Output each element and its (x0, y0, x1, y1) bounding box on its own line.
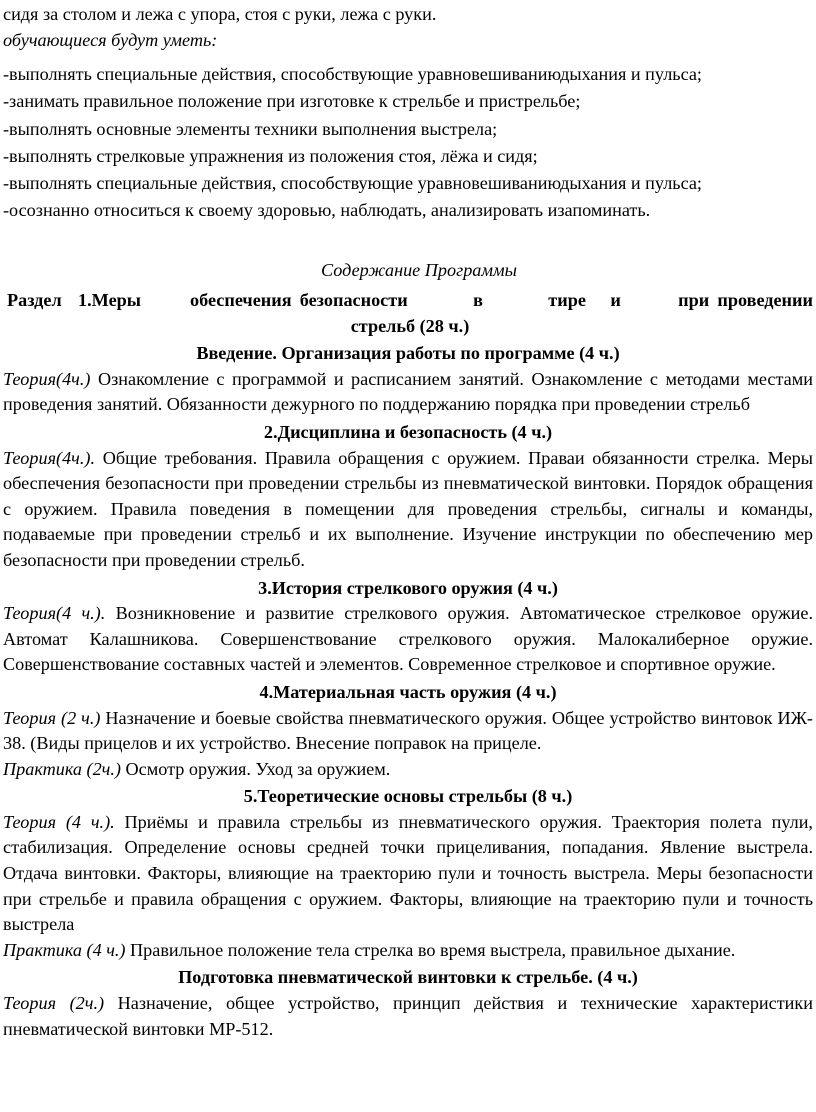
paragraph-label: Практика (2ч.) (3, 758, 121, 779)
topic-paragraph (3, 810, 813, 938)
intro-block (3, 0, 813, 53)
topic (3, 965, 813, 1042)
paragraph-text: Правильное положение тела стрелка во время выстрела, правильное дыхание. (125, 939, 736, 960)
topic-paragraph (3, 601, 813, 678)
paragraph-label: Теория(4 ч.). (3, 603, 106, 624)
skill-item: -выполнять основные элементы техники выполнения выстрела; (3, 118, 498, 139)
skill-item: -занимать правильное положение при изготовке к стрельбе и пристрельбе; (3, 91, 581, 112)
topic-heading: 3.История стрелкового оружия (4 ч.) (258, 577, 558, 598)
paragraph-label: Практика (4 ч.) (3, 939, 126, 960)
paragraph-label: Теория(4ч.). (3, 447, 96, 468)
topic (3, 341, 813, 418)
skill-item: -выполнять специальные действия, способствующие уравновешиваниюдыхания и пульса; (3, 173, 702, 193)
skill-item: -выполнять специальные действия, способствующие уравновешиваниюдыхания и пульса; (3, 64, 702, 85)
skills-lead: обучающиеся будут уметь: (3, 29, 218, 50)
topic-paragraph (3, 367, 813, 418)
topic (3, 680, 813, 782)
topic (3, 420, 813, 574)
topic-paragraph (3, 446, 813, 574)
paragraph-text: Осмотр оружия. Уход за оружием. (120, 758, 391, 779)
paragraph-text: Назначение, общее устройство, принцип действия и технические характеристики пневматической винтовки МР-512. (3, 993, 813, 1039)
paragraph-text: Ознакомление с программой и расписанием занятий. Ознакомление с методами местами проведения занятий. Обязанности дежурного по поддержанию порядка при проведении стрельб (3, 368, 813, 415)
section-heading (3, 288, 813, 339)
topic-heading: 2.Дисциплина и безопасность (4 ч.) (263, 421, 553, 442)
topic-paragraph (3, 757, 813, 783)
program-title: Содержание Программы (321, 260, 517, 281)
topic-paragraph (3, 991, 813, 1042)
skill-item: -осознанно относиться к своему здоровью, наблюдать, анализировать изапоминать. (3, 200, 651, 221)
paragraph-label: Теория (2ч.) (3, 993, 105, 1014)
paragraph-label: Теория (4 ч.). (3, 811, 115, 832)
topic-heading: 5.Теоретические основы стрельбы (8 ч.) (243, 786, 573, 807)
section-heading-line: стрельб (28 ч.) (350, 315, 470, 336)
skills-list (3, 61, 813, 224)
paragraph-text: Возникновение и развитие стрелкового оружия. Автоматическое стрелковое оружие. Автомат Калашникова. Совершенствование стрелкового оружия. Малокалиберное оружие. Совершенствование составных частей и элементов. Современное стрелковое и спортивное оружие. (3, 603, 813, 675)
paragraph-text: Общие требования. Правила обращения с оружием. Праваи обязанности стрелка. Меры обеспечения безопасности при проведении стрельбы из пневматической винтовки. Порядок обращения с оружием. Правила поведения в помещении для проведения стрельбы, сигналы и команды, подаваемые при проведении стрельб и их выполнение. Изучение инструкции по обеспечению мер безопасности при проведении стрельб. (3, 447, 813, 570)
topic-heading: Введение. Организация работы по программе (4 ч.) (196, 343, 620, 364)
skill-item: -выполнять стрелковые упражнения из положения стоя, лёжа и сидя; (3, 145, 538, 166)
paragraph-text: Приёмы и правила стрельбы из пневматического оружия. Траектория полета пули, стабилизация. Определение основы средней точки прицеливания, попадания. Явление выстрела. Отдача винтовки. Факторы, влияющие на траекторию пули и точность выстрела. Меры безопасности при стрельбе и правила обращения с оружием. Факторы, влияющие на траекторию пули и точность выстрела (3, 811, 813, 935)
paragraph-text: Назначение и боевые свойства пневматического оружия. Общее устройство винтовок ИЖ- 38. (Виды прицелов и их устройство. Внесение поправок на прицеле. (3, 707, 813, 754)
topic (3, 576, 813, 678)
paragraph-label: Теория (2 ч.) (3, 707, 101, 728)
topic-paragraph (3, 706, 813, 757)
topic-paragraph (3, 938, 813, 964)
topic-heading: Подготовка пневматической винтовки к стрельбе. (4 ч.) (178, 967, 638, 988)
spacer (3, 224, 813, 250)
intro-line: сидя за столом и лежа с упора, стоя с руки, лежа с руки. (3, 4, 437, 24)
section-heading-line: Раздел 1.Меры обеспечения безопасности в тире и при проведении (7, 290, 813, 310)
paragraph-label: Теория(4ч.) (3, 368, 91, 389)
topic-heading: 4.Материальная часть оружия (4 ч.) (259, 681, 557, 702)
topic (3, 784, 813, 963)
